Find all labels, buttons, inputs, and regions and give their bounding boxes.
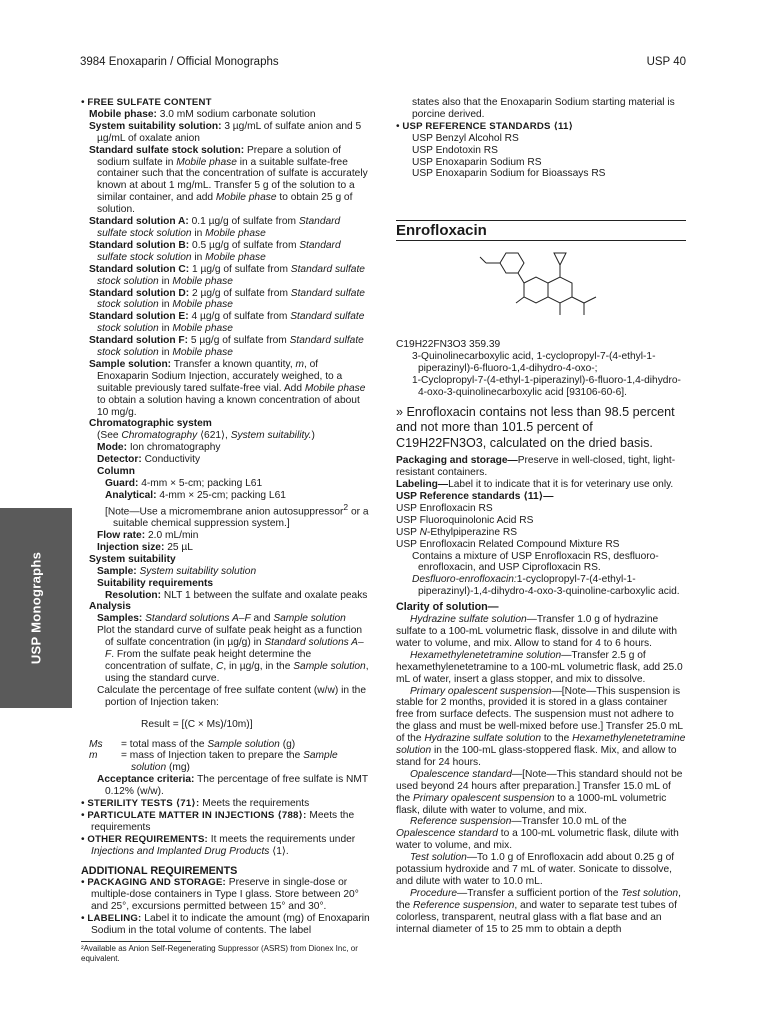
test-solution: Test solution—To 1.0 g of Enrofloxacin add about 0.25 g of potassium hydroxide and 7 mL of water. Sonicate to dissolve, and dilute with water to 10.0 mL. xyxy=(396,852,675,887)
page-header xyxy=(80,56,686,70)
chemical-name-1: 3-Quinolinecarboxylic acid, 1-cyclopropyl-7-(4-ethyl-1-piperazinyl)-6-fluoro-1,4-dihydro-4-oxo-; xyxy=(412,351,656,375)
monograph-title: Enrofloxacin xyxy=(396,220,686,241)
standard-solution-c: Standard solution C: 1 µg/g of sulfate from Standard sulfate stock solution in Mobile phase xyxy=(89,263,365,287)
variable-ms: Ms = total mass of the Sample solution (g) xyxy=(89,738,296,750)
footnote: ²Available as Anion Self-Regenerating Suppressor (ASRS) from Dionex Inc, or equivalent. xyxy=(81,944,358,963)
hydrazine-solution: Hydrazine sulfate solution—Transfer 1.0 g of hydrazine sulfate to a 100-mL volumetric flask, dissolve in and dilute with water to volume, and mix. Allow to stand for 4 to 6 hours. xyxy=(396,614,678,649)
usp-ref-item: USP Benzyl Alcohol RS xyxy=(412,132,519,144)
reference-suspension: Reference suspension—Transfer 10.0 mL of the Opalescence standard to a 100-mL volumetric flask, dilute with water to volume, and mix. xyxy=(396,816,679,852)
side-tab-label: USP Monographs xyxy=(28,551,44,665)
acceptance-criteria: Acceptance criteria: The percentage of free sulfate is NMT 0.12% (w/w). xyxy=(97,774,368,798)
procedure: Procedure—Transfer a sufficient portion of the Test solution, the Reference suspension, and water to separate test tubes of colorless, transparent, neutral glass with a flat base and an internal diameter of 15 to 25 mm to obtain a depth xyxy=(396,887,681,935)
right-column xyxy=(396,97,686,936)
additional-requirements-heading: ADDITIONAL REQUIREMENTS xyxy=(81,864,238,877)
standard-solution-f: Standard solution F: 5 µg/g of sulfate from Standard sulfate stock solution in Mobile phase xyxy=(89,335,364,359)
chemical-structure xyxy=(396,245,686,329)
particulate-matter: • PARTICULATE MATTER IN INJECTIONS ⟨788⟩: Meets the requirements xyxy=(81,809,355,833)
clarity-heading: Clarity of solution— xyxy=(396,601,499,614)
variable-m: m = mass of Injection taken to prepare the Sample solution (mg) xyxy=(89,750,338,774)
chromatographic-system: Chromatographic system xyxy=(89,418,212,430)
reference-standards-heading: USP Reference standards ⟨11⟩— xyxy=(396,491,554,502)
ref-std-item: USP N-Ethylpiperazine RS xyxy=(396,526,517,538)
standard-solution-b: Standard solution B: 0.5 µg/g of sulfate from Standard sulfate stock solution in Mobile phase xyxy=(89,239,341,263)
mixture-contents: Contains a mixture of USP Enrofloxacin RS, desfluoro-enrofloxacin, and USP Ciprofloxacin RS. xyxy=(412,550,659,574)
footnote-divider xyxy=(81,941,191,942)
packaging-storage: • PACKAGING AND STORAGE: Preserve in single-dose or multiple-dose containers in Type I glass. Store between 20° and 25°, excursions permitted between 15° and 30°. xyxy=(81,877,359,913)
ref-std-item: USP Enrofloxacin RS xyxy=(396,502,493,514)
standard-solution-d: Standard solution D: 2 µg/g of sulfate from Standard sulfate stock solution in Mobile phase xyxy=(89,287,365,311)
usp-ref-item: USP Enoxaparin Sodium for Bioassays RS xyxy=(412,168,606,180)
analysis-plot: Plot the standard curve of sulfate peak height as a function of sulfate concentration (in µg/g) in Standard solutions A–F. From the sulfate peak height determine the concentration of sulfate, C, in µg/g, in the Sample solution, using the standard curve. xyxy=(97,625,369,684)
packaging-and-storage: Packaging and storage—Preserve in well-closed, tight, light-resistant containers. xyxy=(396,455,676,479)
usp-reference-standards-heading: • USP REFERENCE STANDARDS ⟨11⟩ xyxy=(396,120,574,132)
desfluoro-definition: Desfluoro-enrofloxacin:1-cyclopropyl-7-(4-ethyl-1-piperazinyl)-1,4-dihydro-4-oxo-3-quinoline-carboxylic acid. xyxy=(412,574,680,598)
free-sulfate-heading: • FREE SULFATE CONTENT xyxy=(81,97,212,108)
primary-opalescent-suspension: Primary opalescent suspension—[Note—This suspension is stable for 2 months, provided it is stored in a glass container free from surface defects. The suspension must not adhere to the glass and must be well-mixed before use.] Transfer 25.0 mL of the Hydrazine sulfate solution to the Hexamethylenetetramine solution in the 100-mL glass-stoppered flask. Mix, and allow to stand for 24 hours. xyxy=(396,685,686,768)
usp-ref-item: USP Enoxaparin Sodium RS xyxy=(412,156,542,168)
standard-solution-e: Standard solution E: 4 µg/g of sulfate from Standard sulfate stock solution in Mobile phase xyxy=(89,311,365,335)
hexamethylenetetramine-solution: Hexamethylenetetramine solution—Transfer 2.5 g of hexamethylenetetramine to a 100-mL volumetric flask, add 25.0 mL of water, insert a glass stopper, and mix to dissolve. xyxy=(396,649,683,685)
ref-std-item: USP Fluoroquinolonic Acid RS xyxy=(396,514,534,526)
chemical-name-2: 1-Cyclopropyl-7-(4-ethyl-1-piperazinyl)-6-fluoro-1,4-dihydro-4-oxo-3-quinolinecarboxylic acid [93106-60-6]. xyxy=(412,374,681,398)
usp-ref-item: USP Endotoxin RS xyxy=(412,144,498,156)
sample-solution: Sample solution: Transfer a known quantity, m, of Enoxaparin Sodium Injection, accurately weighed, to a suitable previously tared sulfate-free vial. Add Mobile phase to obtain a solution having a known concentration of about 10 mg/g. xyxy=(89,358,366,418)
section-side-tab xyxy=(0,508,72,708)
opalescence-standard: Opalescence standard—[Note—This standard should not be used beyond 24 hours after preparation.] Transfer 15.0 mL of the Primary opalescent suspension to a 1000-mL volumetric flask, dilute with water to volume, and mix. xyxy=(396,768,683,816)
header-title: 3984 Enoxaparin / Official Monographs xyxy=(80,56,279,68)
labeling-section: Labeling—Label it to indicate that it is for veterinary use only. xyxy=(396,479,674,491)
suppressor-note: [Note—Use a micromembrane anion autosuppressor$^2$ or a suitable chemical suppression system.] xyxy=(105,501,369,530)
stock-solution: Standard sulfate stock solution: Prepare a solution of sodium sulfate in Mobile phase in a suitable sulfate-free container such that the concentration of sulfate is accurately known at about 1 mg/mL. Transfer 5 g of the solution to a similar container, and add Mobile phase to obtain 25 g of solution. xyxy=(89,144,368,216)
labeling-continued: states also that the Enoxaparin Sodium starting material is porcine derived. xyxy=(412,97,675,120)
molecular-formula: C19H22FN3O3 359.39 xyxy=(396,339,501,351)
definition: » Enrofloxacin contains not less than 98.5 percent and not more than 101.5 percent of C19H22FN3O3, calculated on the dried basis. xyxy=(396,404,675,450)
standard-solution-a: Standard solution A: 0.1 µg/g of sulfate from Standard sulfate stock solution in Mobile phase xyxy=(89,216,341,239)
other-requirements: • OTHER REQUIREMENTS: It meets the requirements under Injections and Implanted Drug Products ⟨1⟩. xyxy=(81,833,356,857)
sterility-tests: • STERILITY TESTS ⟨71⟩: Meets the requirements xyxy=(81,798,310,810)
result-formula: Result = [(C × Ms)/10m)] xyxy=(141,718,253,730)
enrofloxacin-structure-icon xyxy=(476,245,606,329)
header-edition: USP 40 xyxy=(646,56,686,68)
labeling: • LABELING: Label it to indicate the amount (mg) of Enoxaparin Sodium in the total volume of contents. The label xyxy=(81,913,370,937)
ref-std-item: USP Enrofloxacin Related Compound Mixture RS xyxy=(396,538,620,550)
left-column: • FREE SULFATE CONTENT Mobile phase: 3.0 mM sodium carbonate solution System suitability solution: 3 µg/mL of sulfate anion and 5 µg/mL of oxalate anion Standard sulfate stock solution: Prepare a solution of sodium sulfate in Mobile phase in a suitable sulfate-free container such that the concentration of sulfate is accurately known at about 1 mg/mL. Transfer 5 g of the solution to a similar container, and add Mobile phase to obtain 25 g of solution. Standard solution A: 0.1 µg/g of sulfate from Standard sulfate stock solution in Mobile phase Standard solution B: 0.5 µg/g of sulfate from Standard sulfate stock solution in Mobile phase Standard solution C: 1 µg/g of sulfate from Standard sulfate stock solution in Mobile phase Standard solution D: 2 µg/g of sulfate from Standard sulfate stock solution in Mobile phase Standard solution E: 4 µg/g of sulfate from Standard sulfate stock solution in Mobile phase Standard solution F: 5 µg/g of sulfate from Standard sulfate stock solution in Mobile phase Sample solution: Transfer a known quantity, m, of Enoxaparin Sodium Injection, accurately weighed, to a suitable previously tared sulfate-free vial. Add Mobile phase to obtain a solution having a known concentration of about 10 mg/g. Chromatographic system (See Chromatography ⟨621⟩, System suitability.) Mode: Ion chromatography Detector: Conductivity Column Guard: 4-mm × 5-cm; packing L61 Analytical: 4-mm × 25-cm; packing L61 [Note—Use a micromembrane anion autosuppressor$^2$ or a suitable chemical suppression system.] Flow rate: 2.0 mL/min Injection size: 25 µL System suitability Sample: System suitability solution Suitability requirements Resolution: NLT 1 between the sulfate and oxalate peaks Analysis Samples: Standard solutions A–F and Sample solution Plot the standard curve of sulfate peak height as a function of sulfate concentration (in µg/g) in Standard solutions A–F. From the sulfate peak height determine the concentration of sulfate, C, in µg/g, in the Sample solution, using the standard curve. Calculate the percentage of free sulfate content (w/w) in the portion of Injection taken: Result = [(C × Ms)/10m)] Ms = total mass of the Sample solution (g) m = mass of Injection taken to prepare the Sample solution (mg) Acceptance criteria: The percentage of free sulfate is NMT 0.12% (w/w). • STERILITY TESTS ⟨71⟩: Meets the requirements • PARTICULATE MATTER IN INJECTIONS ⟨788⟩: Meets the requirements • OTHER REQUIREMENTS: It meets the requirements under Injections and Implanted Drug Products ⟨1⟩. ADDITIONAL REQUIREMENTS • PACKAGING AND STORAGE: Preserve in single-dose or multiple-dose containers in Type I glass. Store between 20° and 25°, excursions permitted between 15° and 30°. • LABELING: Label it to indicate the amount (mg) of Enoxaparin Sodium in the total volume of contents. The label ²Available as Anion Self-Regenerating Suppressor (ASRS) from Dionex Inc, or equivalent. xyxy=(81,97,370,963)
